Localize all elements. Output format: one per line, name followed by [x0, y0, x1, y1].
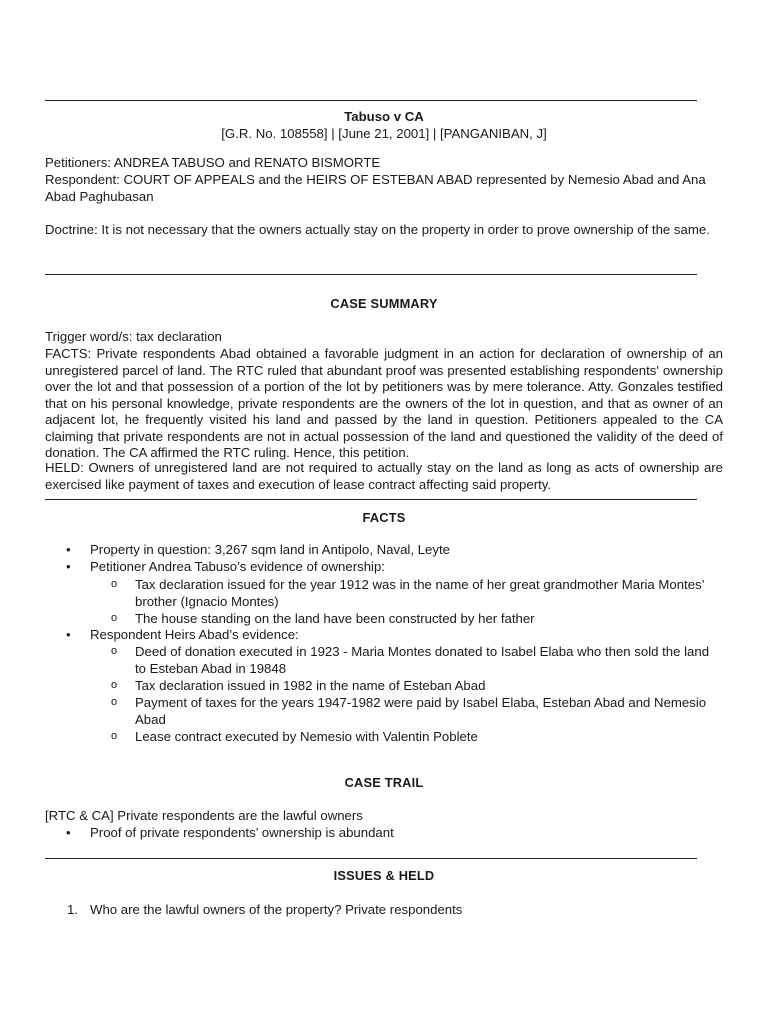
list-item [45, 825, 723, 842]
list-item [45, 559, 723, 627]
sub-item-text: The house standing on the land have been constructed by her father [135, 610, 535, 626]
circle-bullet-icon: o [111, 645, 118, 658]
sub-item-text: Tax declaration issued for the year 1912 was in the name of her great grandmother Maria Montes’ brother (Ignacio Montes) [135, 576, 705, 609]
case-trail-list [45, 825, 723, 842]
circle-bullet-icon: o [111, 577, 118, 590]
sub-item-text: Lease contract executed by Nemesio with Valentin Poblete [135, 729, 478, 745]
bullet-icon: • [66, 542, 71, 557]
list-item [45, 542, 723, 559]
sub-list-item [90, 728, 723, 745]
sub-item-text: Tax declaration issued in 1982 in the name of Esteban Abad [135, 678, 486, 694]
circle-bullet-icon: o [111, 696, 118, 709]
sub-item-text: Deed of donation executed in 1923 - Maria Montes donated to Isabel Elaba who then sold the land to Esteban Abad in 19848 [135, 644, 710, 677]
divider [45, 100, 697, 101]
sub-list-item [90, 643, 723, 677]
list-item [45, 901, 723, 918]
case-summary-heading: CASE SUMMARY [330, 296, 438, 311]
summary-facts: FACTS: Private respondents Abad obtained a favorable judgment in an action for declaration of ownership of an unregistered parcel of land. The RTC ruled that abundant proof was presented establishing respondents' ownership over the lot and that possession of a portion of the lot by petitioners was by mere tolerance. Atty. Gonzales testified that on his personal knowledge, private respondents are the owners of the lot in question, and that as owner of an adjacent lot, he frequently visited his land and passed by the land in question. Petitioners appealed to the CA claiming that private respondents are not in actual possession of the land and questioned the validity of the deed of donation. The CA affirmed the RTC ruling. Hence, this petition. [45, 346, 723, 460]
respondent-line: Respondent: COURT OF APPEALS and the HEIRS OF ESTEBAN ABAD represented by Nemesio Abad and Ana Abad Paghubasan [45, 172, 706, 204]
list-item-text: Proof of private respondents’ ownership is abundant [90, 825, 394, 840]
summary-held: HELD: Owners of unregistered land are not required to actually stay on the land as long as acts of ownership are exercised like payment of taxes and execution of lease contract affecting said property. [45, 460, 723, 492]
issues-list [45, 901, 723, 918]
petitioners-line: Petitioners: ANDREA TABUSO and RENATO BISMORTE [45, 155, 381, 170]
divider [45, 499, 697, 500]
bullet-icon: • [66, 825, 71, 840]
bullet-icon: • [66, 558, 71, 574]
divider [45, 274, 697, 275]
sub-list-item [90, 677, 723, 694]
trigger-words: Trigger word/s: tax declaration [45, 329, 222, 344]
sub-list-item [90, 576, 723, 610]
list-item [45, 627, 723, 746]
case-citation: [G.R. No. 108558] | [June 21, 2001] | [PANGANIBAN, J] [221, 126, 547, 141]
facts-heading: FACTS [362, 510, 406, 525]
issues-held-heading: ISSUES & HELD [333, 868, 435, 883]
list-item-text: Respondent Heirs Abad’s evidence: [90, 626, 299, 642]
circle-bullet-icon: o [111, 679, 118, 692]
case-trail-heading: CASE TRAIL [344, 775, 424, 790]
facts-list [45, 542, 723, 745]
divider [45, 858, 697, 859]
list-item-text: Property in question: 3,267 sqm land in Antipolo, Naval, Leyte [90, 542, 450, 557]
list-number: 1. [67, 902, 78, 917]
sub-list-item [90, 610, 723, 627]
circle-bullet-icon: o [111, 730, 118, 743]
circle-bullet-icon: o [111, 611, 118, 624]
doctrine: Doctrine: It is not necessary that the owners actually stay on the property in order to prove ownership of the same. [45, 222, 710, 237]
list-item-text: Who are the lawful owners of the property? Private respondents [90, 902, 463, 917]
bullet-icon: • [66, 626, 71, 642]
sub-list-item [90, 694, 723, 728]
sub-item-text: Payment of taxes for the years 1947-1982 were paid by Isabel Elaba, Esteban Abad and Nemesio Abad [135, 695, 707, 728]
case-title: Tabuso v CA [344, 109, 424, 124]
case-trail-line: [RTC & CA] Private respondents are the lawful owners [45, 808, 363, 823]
list-item-text: Petitioner Andrea Tabuso’s evidence of ownership: [90, 558, 385, 574]
